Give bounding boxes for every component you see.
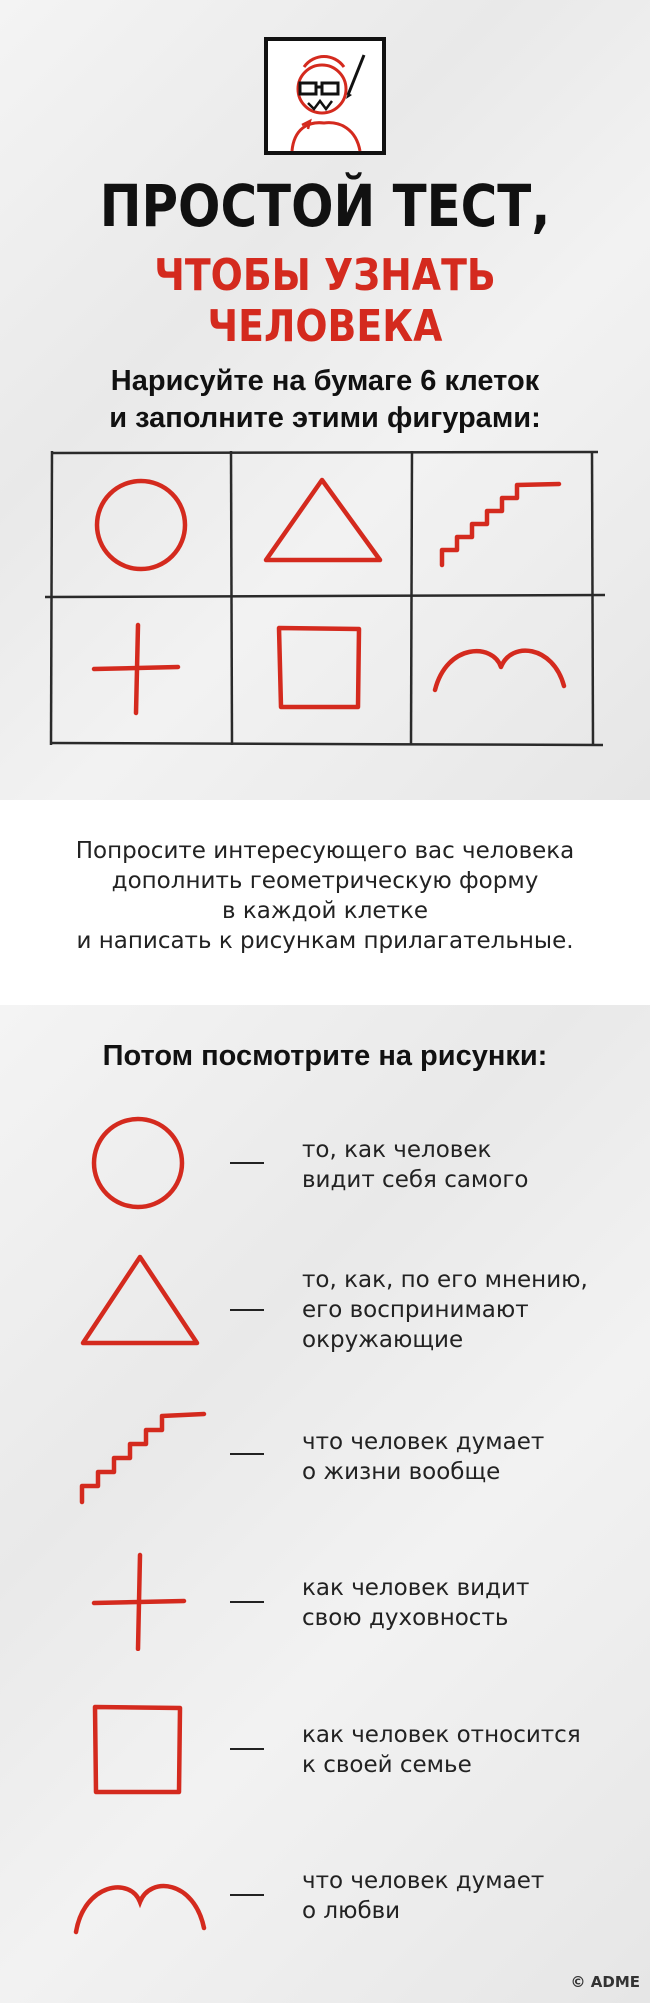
dash bbox=[230, 1162, 264, 1164]
legend-text-line: как человек относится bbox=[302, 1722, 581, 1748]
plus-icon bbox=[88, 1551, 188, 1651]
legend-text-line: что человек думает bbox=[302, 1868, 545, 1894]
legend-text-line: свою духовность bbox=[302, 1605, 509, 1631]
dash bbox=[230, 1748, 264, 1750]
arch-icon bbox=[435, 651, 564, 690]
circle-icon bbox=[88, 1113, 188, 1213]
ask-line-2: дополнить геометрическую форму bbox=[111, 868, 539, 894]
ask-text bbox=[0, 836, 650, 956]
dash bbox=[230, 1309, 264, 1311]
triangle-icon bbox=[78, 1251, 202, 1351]
ask-line-3: в каждой клетке bbox=[222, 898, 428, 924]
grid-lines bbox=[45, 451, 605, 745]
legend-text-line: о любви bbox=[302, 1898, 401, 1924]
adme-logo-icon bbox=[264, 37, 386, 155]
legend-text-line: то, как, по его мнению, bbox=[302, 1267, 588, 1293]
instructions bbox=[0, 363, 650, 437]
credit-text: © ADME bbox=[570, 1973, 640, 1991]
legend-description bbox=[302, 1265, 632, 1355]
legend-item-plus bbox=[0, 1545, 650, 1665]
legend-text-line: что человек думает bbox=[302, 1429, 545, 1455]
ask-line-4: и написать к рисункам прилагательные. bbox=[76, 928, 574, 954]
square-icon bbox=[279, 628, 359, 707]
legend-text-line: то, как человек bbox=[302, 1137, 492, 1163]
stairs-icon bbox=[442, 484, 559, 565]
legend-item-square bbox=[0, 1692, 650, 1812]
legend-description bbox=[302, 1720, 632, 1780]
legend-text-line: окружающие bbox=[302, 1327, 464, 1353]
legend-description bbox=[302, 1573, 632, 1633]
shape-grid bbox=[45, 445, 605, 755]
legend-description bbox=[302, 1866, 632, 1926]
ask-line-1: Попросите интересующего вас человека bbox=[75, 838, 575, 864]
legend-text-line: о жизни вообще bbox=[302, 1459, 501, 1485]
legend-item-arch bbox=[0, 1842, 650, 1962]
legend-text-line: видит себя самого bbox=[302, 1167, 529, 1193]
title-line-1: ПРОСТОЙ ТЕСТ, bbox=[99, 172, 551, 240]
dash bbox=[230, 1453, 264, 1455]
legend-description bbox=[302, 1427, 632, 1487]
stairs-icon bbox=[78, 1406, 208, 1506]
legend-item-stairs bbox=[0, 1400, 650, 1520]
dash bbox=[230, 1894, 264, 1896]
instructions-line-1: Нарисуйте на бумаге 6 клеток bbox=[110, 365, 540, 397]
legend-description bbox=[302, 1135, 632, 1195]
legend-heading: Потом посмотрите на рисунки: bbox=[102, 1040, 548, 1072]
legend-text-line: к своей семье bbox=[302, 1752, 472, 1778]
square-icon bbox=[90, 1702, 186, 1798]
dash bbox=[230, 1601, 264, 1603]
circle-icon bbox=[97, 481, 185, 569]
triangle-icon bbox=[266, 480, 380, 560]
instructions-line-2: и заполните этими фигурами: bbox=[109, 402, 541, 434]
title-line-2: ЧТОБЫ УЗНАТЬ ЧЕЛОВЕКА bbox=[154, 250, 496, 352]
plus-icon bbox=[94, 625, 178, 713]
legend-text-line: как человек видит bbox=[302, 1575, 530, 1601]
legend-item-circle bbox=[0, 1105, 650, 1225]
legend-item-triangle bbox=[0, 1245, 650, 1365]
arch-icon bbox=[70, 1862, 210, 1942]
legend-text-line: его воспринимают bbox=[302, 1297, 529, 1323]
